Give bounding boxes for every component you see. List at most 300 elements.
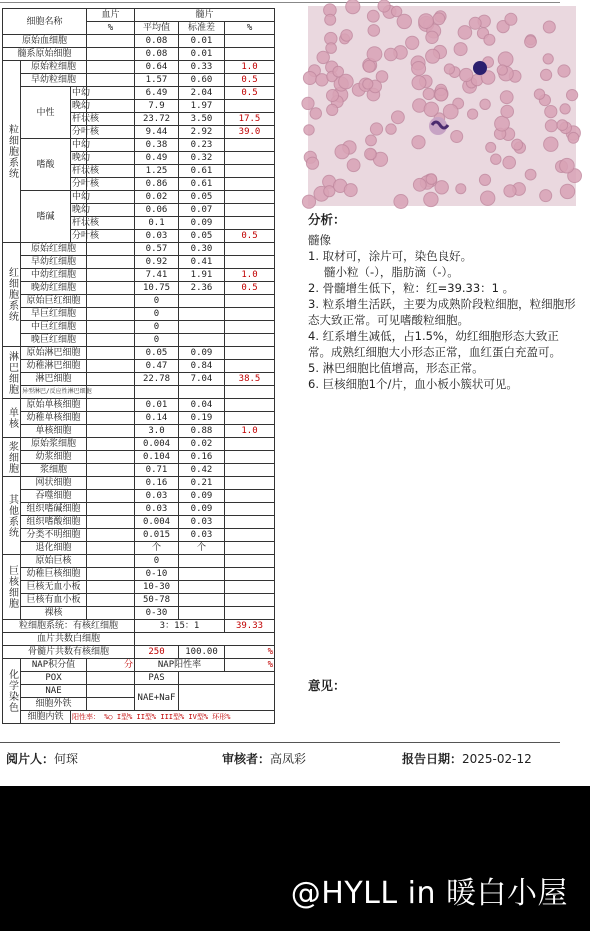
red-blood-cell [484, 34, 495, 45]
table-cell [225, 360, 275, 373]
table-cell [225, 529, 275, 542]
top-rule [0, 2, 560, 3]
table-row [3, 295, 305, 308]
reader-name: 何琛 [54, 752, 79, 766]
group-erythroid: 红细胞系统 [3, 243, 21, 347]
table-cell [87, 321, 135, 334]
table-cell: 2.36 [179, 282, 225, 295]
opinion-label: 意见： [308, 678, 346, 693]
red-blood-cell [525, 36, 537, 48]
col-std: 标准差 [179, 22, 225, 35]
red-blood-cell [469, 17, 481, 29]
table-cell [225, 477, 275, 490]
table-cell [275, 698, 305, 711]
table-cell [87, 477, 135, 490]
table-cell [87, 607, 135, 620]
table-cell: 0.86 [135, 178, 179, 191]
table-cell: 10-30 [135, 581, 179, 594]
nap-score-unit: 分 [87, 659, 135, 672]
table-cell: 中幼 [72, 192, 91, 202]
red-blood-cell [543, 54, 553, 64]
table-cell: 0.88 [179, 425, 225, 438]
table-row [3, 386, 305, 399]
red-blood-cell [392, 111, 405, 124]
table-cell [275, 152, 305, 165]
red-blood-cell [503, 156, 516, 169]
red-blood-cell [435, 88, 448, 101]
table-cell: 髓系原始细胞 [3, 48, 87, 61]
col-blood-smear: 血片 [87, 9, 135, 22]
red-blood-cell [423, 88, 434, 99]
table-row [3, 412, 305, 425]
blood-wbc-label: 血片共数白细胞 [3, 633, 135, 646]
table-cell [87, 243, 135, 256]
table-cell [225, 438, 275, 451]
table-cell: 0.05 [179, 230, 225, 243]
red-blood-cell [335, 145, 349, 159]
red-blood-cell [426, 31, 438, 43]
red-blood-cell [370, 123, 382, 135]
table-row [3, 516, 305, 529]
watermark-text: @HYLL in 暖白小屋 [290, 876, 568, 911]
table-row [3, 529, 305, 542]
red-blood-cell [456, 184, 466, 194]
table-cell [225, 568, 275, 581]
table-cell: 0.41 [179, 256, 225, 269]
table-cell [225, 139, 275, 152]
table-cell: 0.5 [225, 230, 275, 243]
col-blood-pct: % [87, 22, 135, 35]
reviewer-label: 审核者： [222, 752, 271, 766]
table-cell: 38.5 [225, 373, 275, 386]
table-cell [275, 373, 305, 386]
table-cell: 晚巨红细胞 [21, 334, 87, 347]
red-blood-cell [317, 51, 329, 63]
table-cell [179, 334, 225, 347]
table-cell [179, 568, 225, 581]
red-blood-cell [458, 26, 472, 40]
table-cell [87, 594, 135, 607]
analysis-subheading: 髓像 [308, 233, 331, 247]
table-cell [225, 152, 275, 165]
table-cell [275, 425, 305, 438]
red-blood-cell [505, 13, 517, 25]
nae-naf-label: NAE+NaF [135, 685, 179, 711]
table-cell: 原始浆细胞 [21, 438, 87, 451]
red-blood-cell [306, 157, 318, 169]
smear-svg [308, 6, 576, 206]
red-blood-cell [443, 104, 458, 119]
table-cell: 网状细胞 [21, 477, 87, 490]
table-cell: 1.0 [225, 269, 275, 282]
red-blood-cell [412, 136, 425, 149]
table-cell: 0.33 [179, 61, 225, 74]
table-cell [275, 581, 305, 594]
table-cell: 1.0 [225, 425, 275, 438]
red-blood-cell [326, 43, 337, 54]
table-cell: 0.71 [135, 464, 179, 477]
table-cell [275, 555, 305, 568]
red-blood-cell [486, 142, 496, 152]
table-cell [275, 334, 305, 347]
table-cell [87, 399, 135, 412]
table-cell: 17.5 [225, 113, 275, 126]
red-blood-cell [545, 120, 557, 132]
red-blood-cell [386, 124, 396, 134]
table-cell [275, 74, 305, 87]
table-cell: 个 [135, 542, 179, 555]
red-blood-cell [327, 104, 338, 115]
table-cell [275, 412, 305, 425]
table-cell: 0.47 [135, 360, 179, 373]
table-cell: 杆状核 [72, 166, 100, 176]
red-blood-cell [525, 169, 536, 180]
col-cell-name: 细胞名称 [3, 9, 87, 35]
table-row [3, 256, 305, 269]
table-cell [275, 516, 305, 529]
reader-label: 阅片人： [6, 752, 55, 766]
table-cell [275, 646, 305, 659]
table-cell [275, 542, 305, 555]
red-blood-cell [558, 65, 570, 77]
table-cell [275, 9, 305, 35]
table-cell [179, 321, 225, 334]
table-cell: 单核细胞 [21, 425, 87, 438]
table-cell: 0.38 [135, 139, 179, 152]
reviewer [222, 750, 306, 767]
table-cell: 0.1 [135, 217, 179, 230]
table-row [3, 308, 305, 321]
table-cell [275, 360, 305, 373]
table-cell [179, 607, 225, 620]
table-cell [87, 347, 135, 360]
table-cell [225, 607, 275, 620]
table-cell: 0 [135, 295, 179, 308]
table-cell: 幼稚巨核细胞 [21, 568, 87, 581]
table-cell [87, 451, 135, 464]
table-cell: 0.09 [179, 490, 225, 503]
analysis-item: 2. 骨髓增生低下，粒：红=39.33：1 。 [308, 281, 515, 295]
table-cell: 分叶核 [72, 127, 100, 137]
table-cell [275, 204, 305, 217]
table-cell [275, 594, 305, 607]
table-cell [87, 308, 135, 321]
table-cell [225, 308, 275, 321]
table-cell [275, 399, 305, 412]
report-date [402, 750, 532, 767]
table-cell: 23.72 [135, 113, 179, 126]
table-cell: 0.004 [135, 438, 179, 451]
table-cell [225, 594, 275, 607]
table-cell [87, 542, 135, 555]
table-cell: 0.14 [135, 412, 179, 425]
table-cell: 组织嗜酸细胞 [21, 516, 87, 529]
table-cell: 杆状核 [72, 218, 100, 228]
table-cell: 原始血细胞 [3, 35, 87, 48]
ext-iron-label: 细胞外铁 [21, 698, 87, 711]
red-blood-cell [344, 184, 357, 197]
table-cell [275, 347, 305, 360]
red-blood-cell [424, 102, 438, 116]
table-cell: 中巨红细胞 [21, 321, 87, 334]
table-cell [225, 191, 275, 204]
table-row [3, 542, 305, 555]
red-blood-cell [545, 106, 557, 118]
col-marrow-pct: % [225, 22, 275, 35]
table-cell: 0.5 [225, 282, 275, 295]
table-cell [275, 633, 305, 646]
table-cell: 22.78 [135, 373, 179, 386]
table-cell [225, 165, 275, 178]
red-blood-cell [394, 195, 408, 209]
footer-rule [0, 742, 560, 743]
red-blood-cell [540, 190, 552, 202]
table-cell: 1.0 [225, 61, 275, 74]
nae-label: NAE [21, 685, 87, 698]
table-cell: 个 [179, 542, 225, 555]
table-cell [275, 464, 305, 477]
table-cell: 原始粒细胞 [21, 61, 87, 74]
nap-rate-label: NAP阳性率 [135, 659, 225, 672]
table-cell [275, 386, 305, 399]
ratio-value: 3：15：1 [135, 620, 225, 633]
table-cell [275, 48, 305, 61]
table-row [3, 477, 305, 490]
table-cell: 0.23 [179, 139, 225, 152]
cell-count-table [2, 8, 305, 724]
table-cell: 0-10 [135, 568, 179, 581]
table-cell: 0.84 [179, 360, 225, 373]
date-label: 报告日期： [402, 752, 463, 766]
table-cell: 3.0 [135, 425, 179, 438]
red-blood-cell [316, 74, 328, 86]
table-cell [87, 295, 135, 308]
analysis-item: 5. 淋巴细胞比值增高，形态正常。 [308, 361, 484, 375]
table-cell [87, 698, 135, 711]
table-cell: 0.57 [135, 243, 179, 256]
lymphocyte-nucleus [473, 61, 487, 75]
table-row [3, 607, 305, 620]
table-cell: 异型淋巴/反应性淋巴细胞 [21, 386, 87, 399]
table-row [3, 490, 305, 503]
table-cell [275, 295, 305, 308]
table-cell: 39.0 [225, 126, 275, 139]
table-cell [179, 685, 275, 711]
table-cell [225, 334, 275, 347]
table-cell: 0.09 [179, 217, 225, 230]
table-cell: 3.50 [179, 113, 225, 126]
group-other: 其他系统 [3, 477, 21, 555]
table-cell: 杆状核 [72, 114, 100, 124]
table-row [3, 568, 305, 581]
red-blood-cell [367, 47, 382, 62]
table-cell [275, 191, 305, 204]
table-cell: 0.07 [179, 204, 225, 217]
table-cell: 0.5 [225, 74, 275, 87]
red-blood-cell [480, 99, 490, 109]
red-blood-cell [560, 184, 574, 198]
red-blood-cell [495, 116, 510, 131]
red-blood-cell [541, 69, 552, 80]
chem-stain-title: 化学染色 [3, 659, 21, 724]
red-blood-cell [368, 25, 380, 37]
red-blood-cell [504, 185, 516, 197]
table-cell: 6.49 [135, 87, 179, 100]
table-row [3, 555, 305, 568]
table-cell [87, 386, 135, 399]
table-cell [275, 659, 305, 672]
table-row [3, 451, 305, 464]
table-row [3, 464, 305, 477]
red-blood-cell [568, 132, 579, 143]
red-blood-cell [333, 66, 344, 77]
table-cell [87, 529, 135, 542]
table-cell [87, 516, 135, 529]
col-marrow-smear: 髓片 [135, 9, 275, 22]
table-cell [225, 48, 275, 61]
table-cell: 原始巨核 [21, 555, 87, 568]
table-cell: 0.09 [179, 503, 225, 516]
table-cell: 1.25 [135, 165, 179, 178]
red-blood-cell [481, 191, 495, 205]
group-monocyte: 单核 [3, 399, 21, 438]
table-cell [275, 100, 305, 113]
table-cell: 早幼红细胞 [21, 256, 87, 269]
table-cell: 组织嗜碱细胞 [21, 503, 87, 516]
table-cell: 中幼红细胞 [21, 269, 87, 282]
table-row [3, 503, 305, 516]
table-row [3, 191, 305, 204]
table-cell: 分叶核 [72, 179, 100, 189]
red-blood-cell [497, 65, 507, 75]
table-cell [275, 230, 305, 243]
table-cell: 50-78 [135, 594, 179, 607]
table-cell [87, 490, 135, 503]
table-cell: 中幼 [72, 88, 91, 98]
table-cell [179, 308, 225, 321]
col-mean: 平均值 [135, 22, 179, 35]
table-cell [87, 464, 135, 477]
analysis-item: 1. 取材可，涂片可，染色良好。 [308, 249, 473, 263]
table-cell [179, 555, 225, 568]
red-blood-cell [454, 43, 467, 56]
table-cell: 0.02 [135, 191, 179, 204]
table-cell: 吞噬细胞 [21, 490, 87, 503]
table-row [3, 347, 305, 360]
table-cell: 0 [135, 555, 179, 568]
chem-row-2 [3, 672, 305, 685]
red-blood-cell [363, 60, 375, 72]
chem-row-1 [3, 659, 305, 672]
header-row-1 [3, 9, 305, 22]
table-cell [225, 412, 275, 425]
table-cell [87, 61, 135, 74]
table-cell [275, 711, 305, 724]
table-row [3, 48, 305, 61]
group-megakaryocyte: 巨核细胞 [3, 555, 21, 620]
table-cell [275, 490, 305, 503]
table-cell: 0.04 [179, 399, 225, 412]
table-cell [275, 503, 305, 516]
group-lymphocyte: 淋巴细胞 [3, 347, 21, 399]
red-blood-cell [426, 49, 440, 63]
red-blood-cell [500, 91, 513, 104]
chem-row-3 [3, 685, 305, 698]
analysis-item: 3. 粒系增生活跃，主要为成熟阶段粒细胞，粒细胞形态大致正常。可见嗜酸粒细胞。 [308, 297, 576, 327]
red-blood-cell [363, 79, 373, 89]
table-row [3, 282, 305, 295]
red-blood-cell [303, 72, 316, 85]
table-cell [275, 685, 305, 698]
red-blood-cell [512, 139, 523, 150]
table-cell: 退化细胞 [21, 542, 87, 555]
table-cell [275, 568, 305, 581]
table-cell: 0.03 [135, 503, 179, 516]
analysis-item: 髓小粒（-），脂肪滴（-）。 [324, 265, 459, 279]
table-cell: 早巨红细胞 [21, 308, 87, 321]
red-blood-cell [304, 125, 314, 135]
red-blood-cell [347, 159, 360, 172]
red-blood-cell [479, 174, 490, 185]
table-cell: 0.32 [179, 152, 225, 165]
table-cell [275, 607, 305, 620]
table-cell: 1.91 [179, 269, 225, 282]
table-cell: 晚幼 [72, 153, 91, 163]
table-cell: 7.41 [135, 269, 179, 282]
table-cell: 晚幼红细胞 [21, 282, 87, 295]
table-cell [275, 308, 305, 321]
table-cell: 7.9 [135, 100, 179, 113]
table-cell [87, 48, 135, 61]
table-cell [275, 139, 305, 152]
red-blood-cell [366, 135, 377, 146]
table-cell [225, 490, 275, 503]
table-cell [225, 256, 275, 269]
table-cell [225, 516, 275, 529]
table-cell: 0.61 [179, 178, 225, 191]
table-cell [275, 282, 305, 295]
table-cell: 0.42 [179, 464, 225, 477]
red-blood-cell [433, 13, 445, 25]
table-cell [225, 399, 275, 412]
red-blood-cell [391, 6, 401, 16]
nap-rate-unit: % [225, 659, 275, 672]
table-row [3, 61, 305, 74]
table-row [3, 321, 305, 334]
table-cell [179, 386, 225, 399]
table-cell [87, 581, 135, 594]
table-cell: 0.60 [179, 74, 225, 87]
ratio-row [3, 620, 305, 633]
table-cell: 0.02 [179, 438, 225, 451]
chem-row-5 [3, 711, 305, 724]
table-cell [87, 503, 135, 516]
int-iron-label: 细胞内铁 [21, 711, 71, 724]
table-cell [275, 672, 305, 685]
table-cell: 分叶核 [72, 231, 100, 241]
red-blood-cell [412, 62, 426, 76]
red-blood-cell [501, 105, 514, 118]
red-blood-cell [376, 71, 388, 83]
table-cell: 0.21 [179, 477, 225, 490]
table-cell: 0.01 [179, 48, 225, 61]
table-cell: 0.30 [179, 243, 225, 256]
pox-label: POX [21, 672, 87, 685]
table-cell [225, 464, 275, 477]
table-cell [225, 217, 275, 230]
date-value: 2025-02-12 [462, 752, 532, 766]
table-cell [225, 204, 275, 217]
